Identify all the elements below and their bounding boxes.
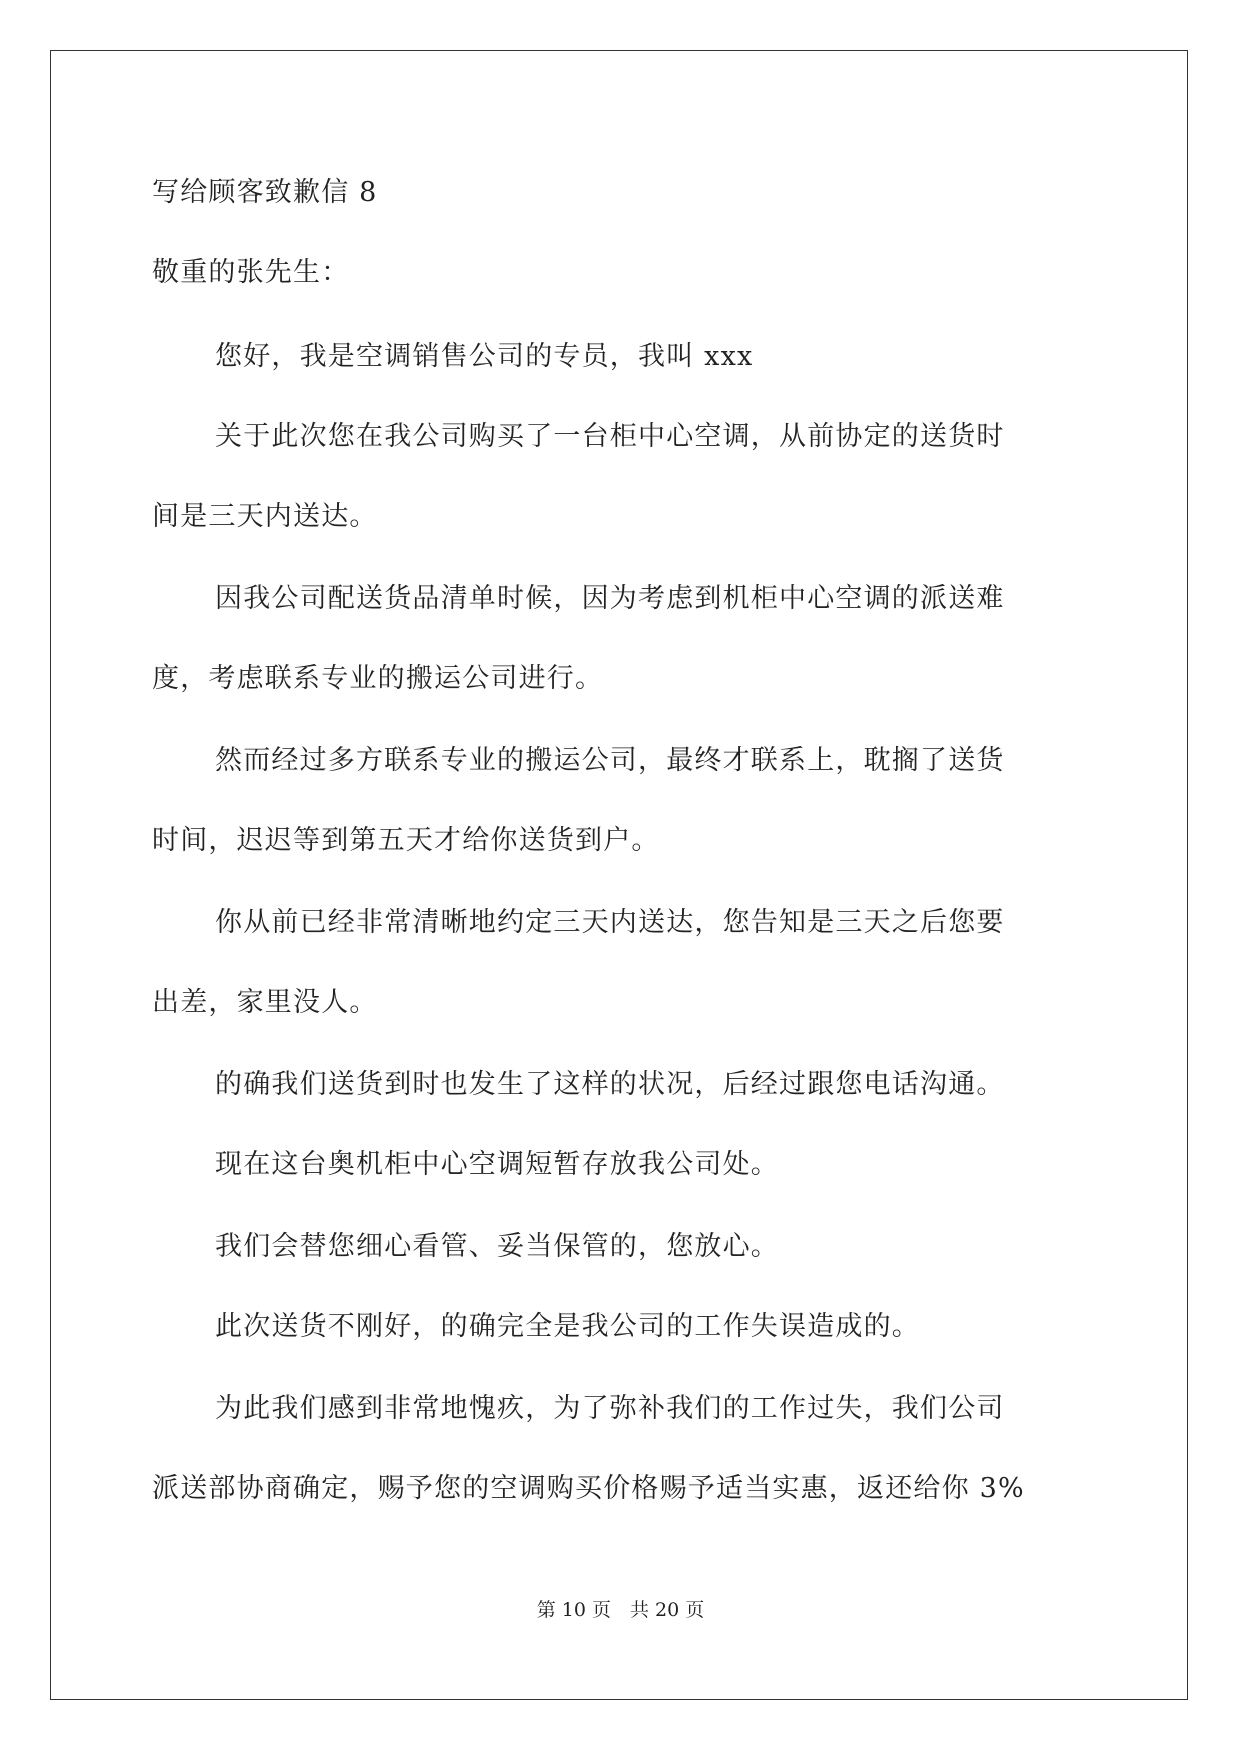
paragraph-line: 然而经过多方联系专业的搬运公司，最终才联系上，耽搁了送货 [215, 745, 1005, 776]
paragraph-line: 您好，我是空调销售公司的专员，我叫 xxx [215, 341, 754, 372]
page-number: 第 10 页 共 20 页 [536, 1599, 705, 1621]
paragraph-line: 出差，家里没人。 [152, 987, 378, 1018]
paragraph-line: 现在这台奥机柜中心空调短暂存放我公司处。 [215, 1149, 779, 1180]
paragraph-line: 派送部协商确定，赐予您的空调购买价格赐予适当实惠，返还给你 3% [152, 1473, 1025, 1504]
paragraph-line: 因我公司配送货品清单时候，因为考虑到机柜中心空调的派送难 [215, 583, 1005, 614]
paragraph-line: 关于此次您在我公司购买了一台柜中心空调，从前协定的送货时 [215, 421, 1005, 452]
page-border [50, 50, 1188, 1700]
paragraph-line: 我们会替您细心看管、妥当保管的，您放心。 [215, 1231, 779, 1262]
document-title: 写给顾客致歉信 8 [152, 177, 378, 208]
paragraph-line: 度，考虑联系专业的搬运公司进行。 [152, 663, 604, 694]
paragraph-line: 此次送货不刚好，的确完全是我公司的工作失误造成的。 [215, 1311, 920, 1342]
paragraph-line: 时间，迟迟等到第五天才给你送货到户。 [152, 825, 660, 856]
paragraph-line: 间是三天内送达。 [152, 501, 378, 532]
paragraph-line: 的确我们送货到时也发生了这样的状况，后经过跟您电话沟通。 [215, 1069, 1005, 1100]
salutation: 敬重的张先生： [152, 257, 350, 288]
paragraph-line: 你从前已经非常清晰地约定三天内送达，您告知是三天之后您要 [215, 907, 1005, 938]
paragraph-line: 为此我们感到非常地愧疚，为了弥补我们的工作过失，我们公司 [215, 1393, 1005, 1424]
